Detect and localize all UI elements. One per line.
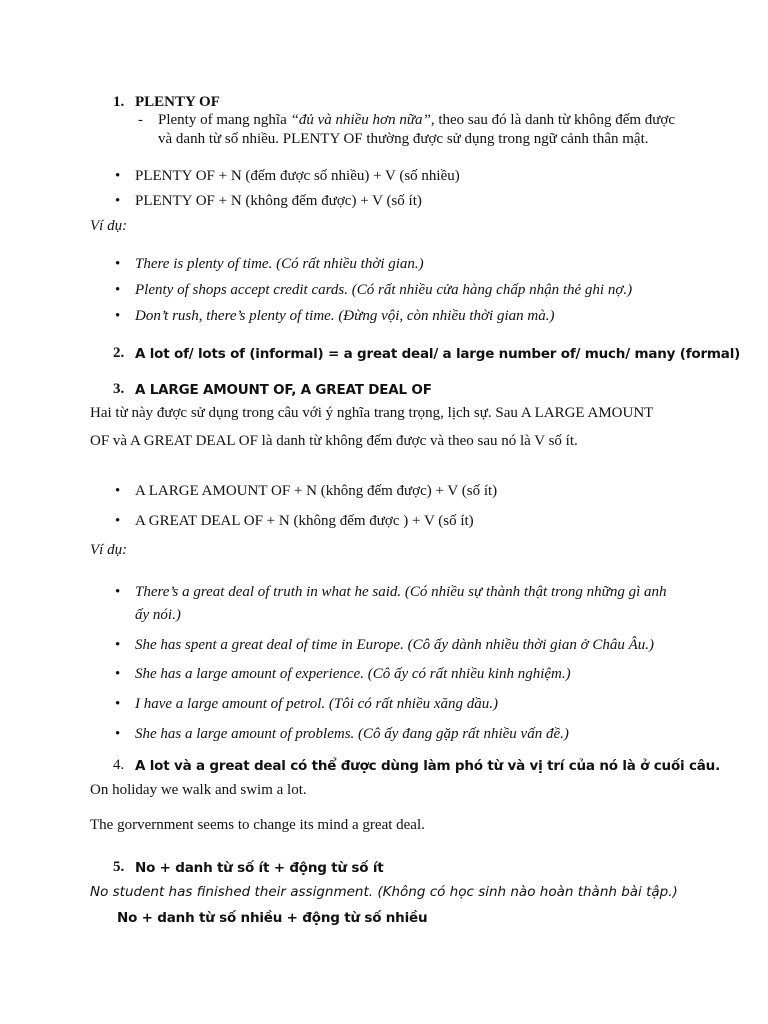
desc-text: , theo sau đó là danh từ không đếm được [430,112,675,128]
section-1-title: PLENTY OF [135,94,220,110]
example-item: There’s a great deal of truth in what he said. (Có nhiều sự thành thật trong những gì anh [135,584,667,600]
section-3-description-line1: Hai từ này được sử dụng trong câu với ý nghĩa trang trọng, lịch sự. Sau A LARGE AMOUNT [90,405,654,421]
example-item: She has a large amount of experience. (Cô ấy có rất nhiều kinh nghiệm.) [135,666,571,682]
bullet-icon: • [115,584,121,600]
rule-item: PLENTY OF + N (không đếm được) + V (số ít) [135,193,422,209]
example-item: Plenty of shops accept credit cards. (Có rất nhiều cửa hàng chấp nhận thẻ ghi nợ.) [135,282,633,298]
desc-text: Plenty of mang nghĩa [158,112,291,128]
bullet-icon: • [115,483,121,499]
rule-item: PLENTY OF + N (đếm được số nhiều) + V (số nhiều) [135,168,460,184]
section-4-example: The gorvernment seems to change its mind a great deal. [90,817,425,833]
desc-quote: “đủ và nhiều hơn nữa” [290,112,431,128]
bullet-icon: • [115,637,121,653]
example-item: She has spent a great deal of time in Europe. (Cô ấy dành nhiều thời gian ở Châu Âu.) [135,637,655,653]
section-5-example: No student has finished their assignment. (Không có học sinh nào hoàn thành bài tập.) [90,884,678,900]
bullet-icon: • [115,513,121,529]
section-1-dash: - [138,112,143,128]
bullet-icon: • [115,696,121,712]
example-item: Don’t rush, there’s plenty of time. (Đừng vội, còn nhiều thời gian mà.) [135,308,555,324]
section-4-number: 4. [113,757,125,773]
section-5-rule-2: No + danh từ số nhiều + động từ số nhiều [117,910,428,926]
section-4-example: On holiday we walk and swim a lot. [90,782,307,798]
section-2-title: A lot of/ lots of (informal) = a great deal/ a large number of/ much/ many (formal) [135,346,741,362]
rule-item: A GREAT DEAL OF + N (không đếm được ) + V (số ít) [135,513,474,529]
section-1-description-line2: và danh từ số nhiều. PLENTY OF thường được sử dụng trong ngữ cảnh thân mật. [158,131,649,147]
rule-item: A LARGE AMOUNT OF + N (không đếm được) + V (số ít) [135,483,498,499]
bullet-icon: • [115,308,121,324]
bullet-icon: • [115,256,121,272]
section-3-description-line2: OF và A GREAT DEAL OF là danh từ không đếm được và theo sau nó là V số ít. [90,433,578,449]
bullet-icon: • [115,193,121,209]
section-1-number: 1. [113,94,125,110]
section-5-title: No + danh từ số ít + động từ số ít [135,860,384,876]
section-5-number: 5. [113,859,125,875]
example-item: She has a large amount of problems. (Cô ấy đang gặp rất nhiều vấn đề.) [135,726,569,742]
example-item: There is plenty of time. (Có rất nhiều thời gian.) [135,256,424,272]
bullet-icon: • [115,282,121,298]
section-2-number: 2. [113,345,125,361]
example-label: Ví dụ: [90,542,128,558]
bullet-icon: • [115,168,121,184]
section-3-title: A LARGE AMOUNT OF, A GREAT DEAL OF [135,382,432,398]
example-item: I have a large amount of petrol. (Tôi có rất nhiều xăng dầu.) [135,696,499,712]
section-4-title: A lot và a great deal có thể được dùng làm phó từ và vị trí của nó là ở cuối câu. [135,758,720,774]
example-label: Ví dụ: [90,218,128,234]
bullet-icon: • [115,666,121,682]
example-item-continuation: ấy nói.) [135,607,181,623]
bullet-icon: • [115,726,121,742]
section-1-description-line1 [158,112,675,129]
section-3-number: 3. [113,381,125,397]
